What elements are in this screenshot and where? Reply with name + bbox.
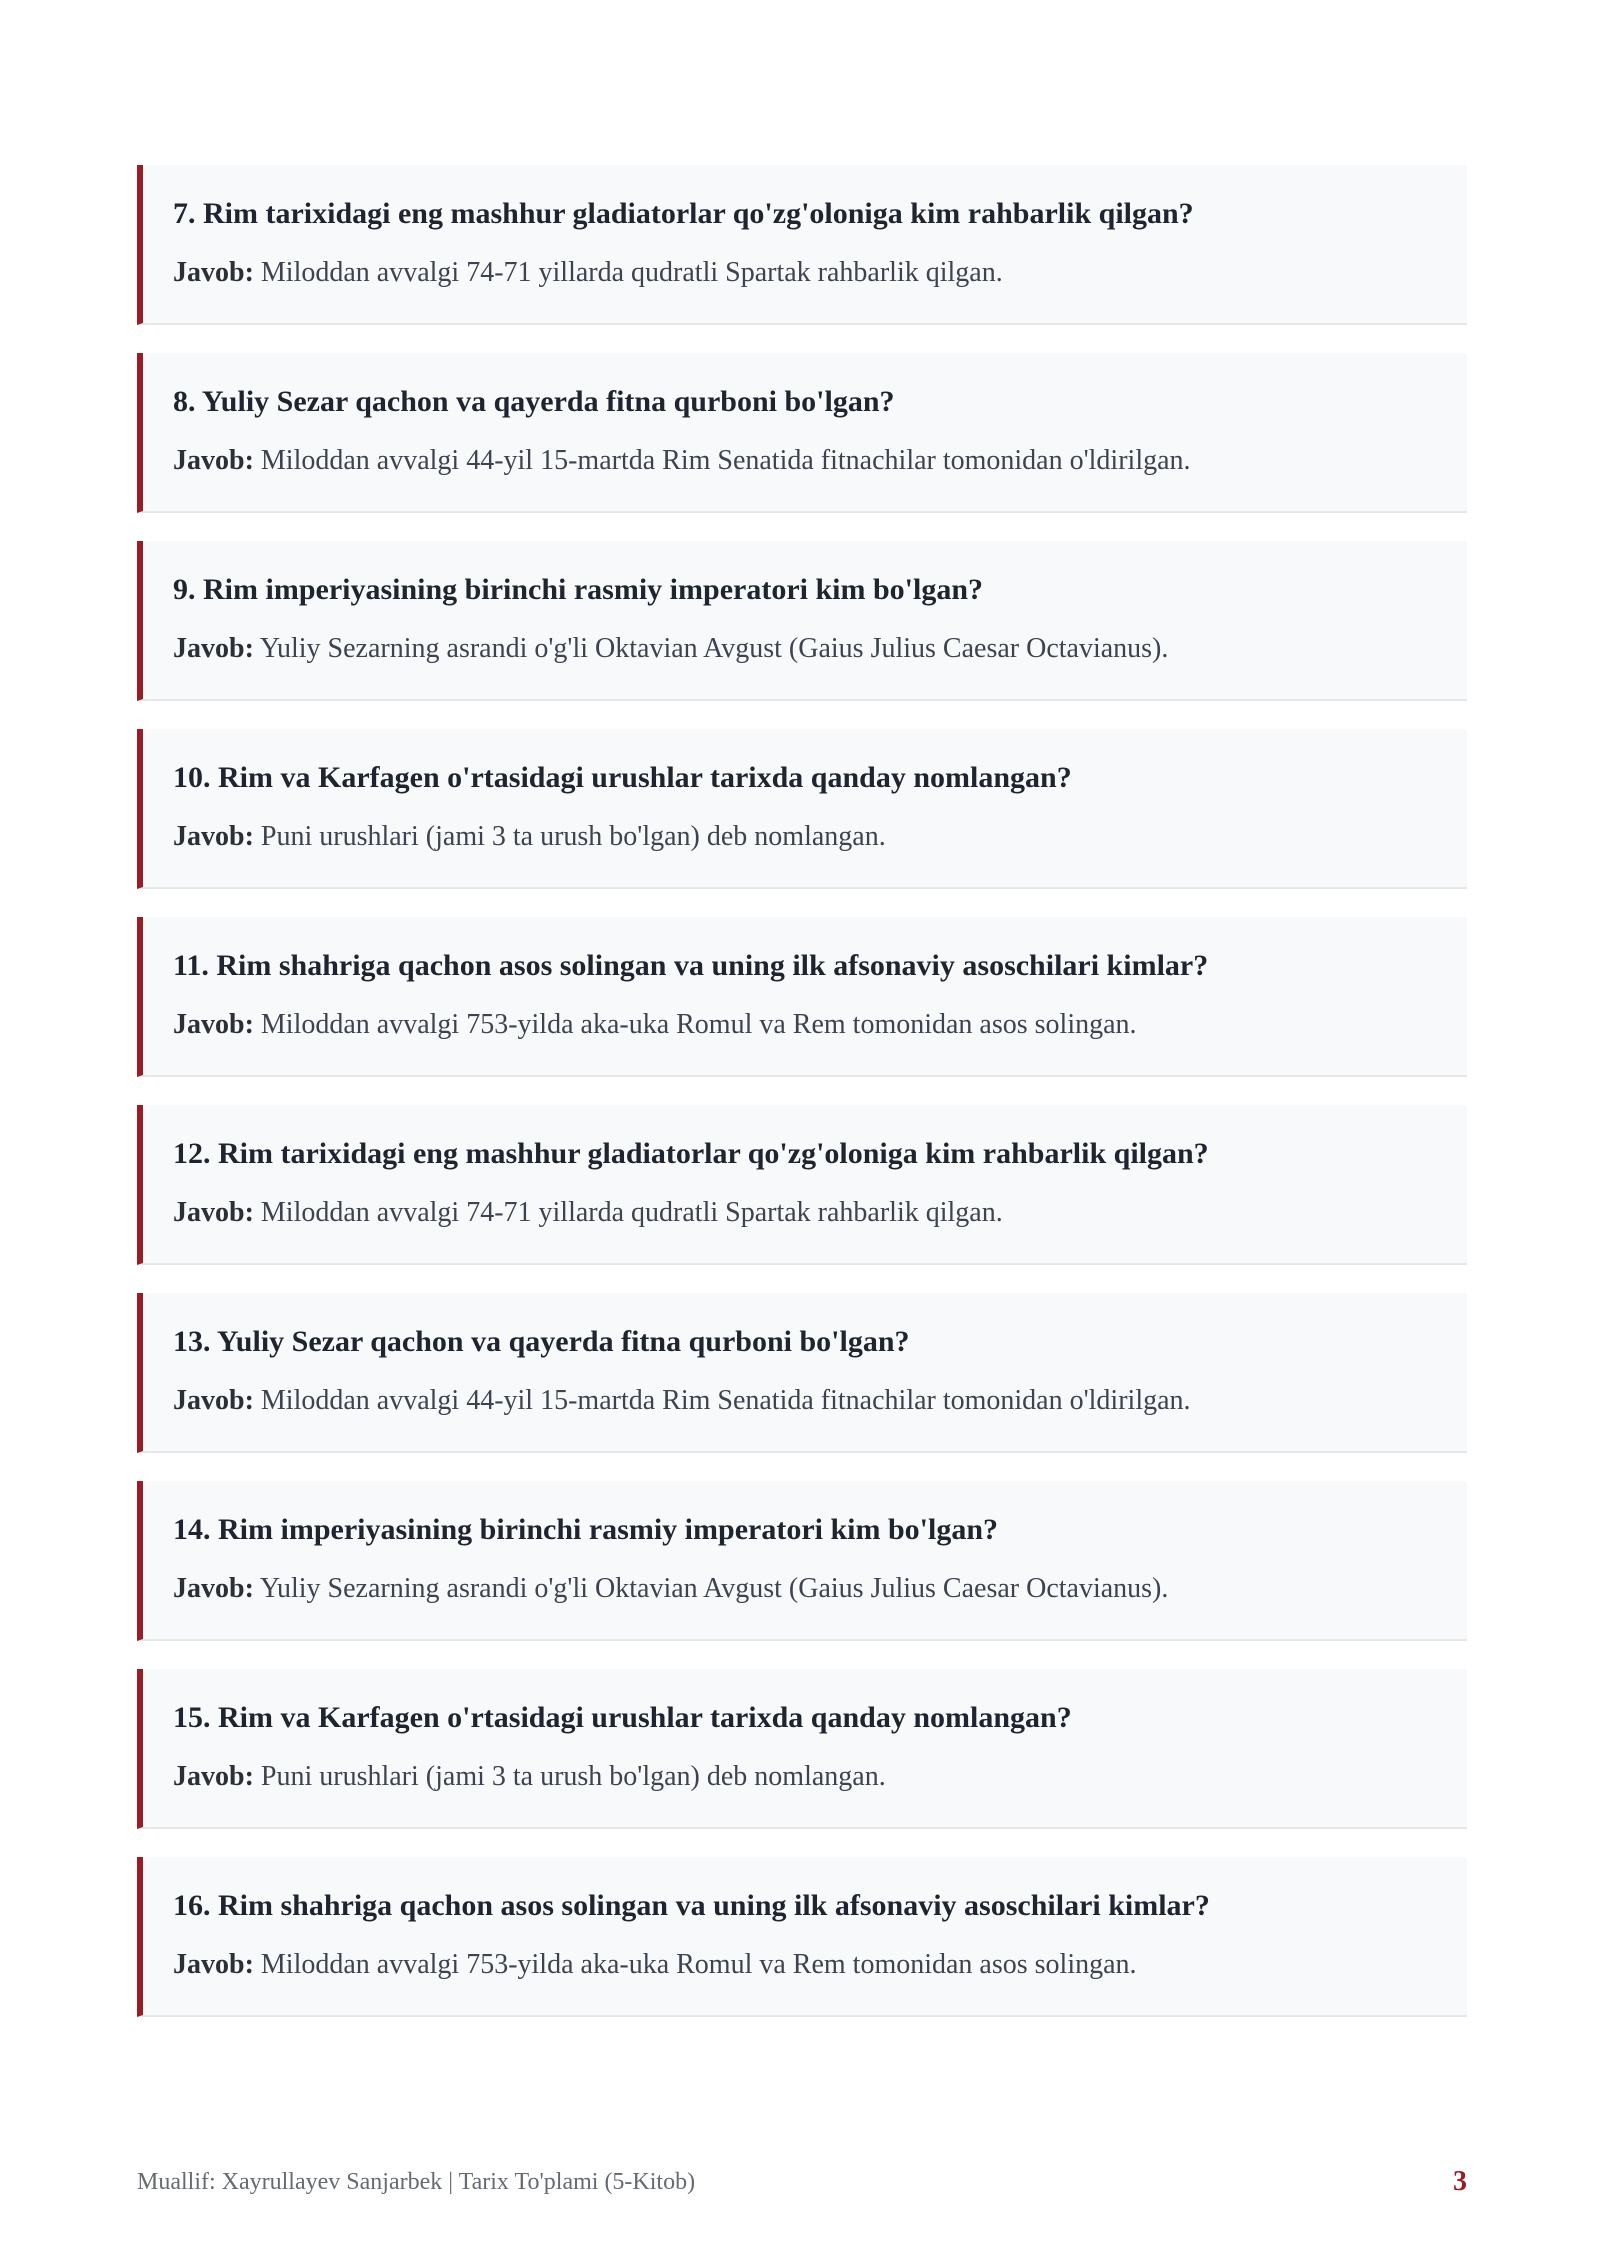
answer-line xyxy=(173,819,1437,855)
qa-card xyxy=(137,165,1467,325)
qa-card xyxy=(137,729,1467,889)
answer-text: Miloddan avvalgi 44-yil 15-martda Rim Senatida fitnachilar tomonidan o'ldirilgan. xyxy=(260,1385,1191,1416)
answer-line xyxy=(173,1195,1437,1231)
question-text: 11. Rim shahriga qachon asos solingan va uning ilk afsonaviy asoschilari kimlar? xyxy=(173,949,1209,982)
question-text: 8. Yuliy Sezar qachon va qayerda fitna qurboni bo'lgan? xyxy=(173,385,895,418)
answer-text: Puni urushlari (jami 3 ta urush bo'lgan) deb nomlangan. xyxy=(260,821,886,852)
answer-text: Miloddan avvalgi 74-71 yillarda qudratli Spartak rahbarlik qilgan. xyxy=(260,257,1003,288)
answer-text: Yuliy Sezarning asrandi o'g'li Oktavian Avgust (Gaius Julius Caesar Octavianus). xyxy=(259,1573,1169,1604)
answer-text: Miloddan avvalgi 753-yilda aka-uka Romul va Rem tomonidan asos solingan. xyxy=(260,1009,1137,1040)
answer-line xyxy=(173,1007,1437,1043)
answer-label: Javob: xyxy=(173,821,254,852)
answer-label: Javob: xyxy=(173,445,254,476)
answer-text: Yuliy Sezarning asrandi o'g'li Oktavian Avgust (Gaius Julius Caesar Octavianus). xyxy=(259,633,1169,664)
qa-card xyxy=(137,1481,1467,1641)
answer-label: Javob: xyxy=(173,1385,254,1416)
qa-card xyxy=(137,1293,1467,1453)
answer-label: Javob: xyxy=(173,257,254,288)
answer-text: Miloddan avvalgi 753-yilda aka-uka Romul va Rem tomonidan asos solingan. xyxy=(260,1949,1137,1980)
qa-card xyxy=(137,1105,1467,1265)
answer-line xyxy=(173,255,1437,291)
qa-list xyxy=(137,165,1467,2045)
question-text: 16. Rim shahriga qachon asos solingan va uning ilk afsonaviy asoschilari kimlar? xyxy=(173,1889,1210,1922)
qa-card xyxy=(137,1857,1467,2017)
question-text: 13. Yuliy Sezar qachon va qayerda fitna qurboni bo'lgan? xyxy=(173,1325,910,1358)
answer-label: Javob: xyxy=(173,1009,254,1040)
answer-text: Miloddan avvalgi 74-71 yillarda qudratli Spartak rahbarlik qilgan. xyxy=(260,1197,1003,1228)
qa-card xyxy=(137,917,1467,1077)
answer-label: Javob: xyxy=(173,633,254,664)
page-number: 3 xyxy=(1453,2166,1467,2197)
answer-label: Javob: xyxy=(173,1197,254,1228)
answer-label: Javob: xyxy=(173,1949,254,1980)
answer-text: Miloddan avvalgi 44-yil 15-martda Rim Senatida fitnachilar tomonidan o'ldirilgan. xyxy=(260,445,1191,476)
answer-line xyxy=(173,1383,1437,1419)
page-footer xyxy=(137,2162,1467,2202)
question-text: 12. Rim tarixidagi eng mashhur gladiatorlar qo'zg'oloniga kim rahbarlik qilgan? xyxy=(173,1137,1209,1170)
question-text: 14. Rim imperiyasining birinchi rasmiy imperatori kim bo'lgan? xyxy=(173,1513,999,1546)
answer-line xyxy=(173,1759,1437,1795)
answer-line xyxy=(173,1571,1437,1607)
question-text: 7. Rim tarixidagi eng mashhur gladiatorlar qo'zg'oloniga kim rahbarlik qilgan? xyxy=(173,197,1194,230)
answer-line xyxy=(173,631,1437,667)
answer-line xyxy=(173,443,1437,479)
answer-label: Javob: xyxy=(173,1573,254,1604)
question-text: 10. Rim va Karfagen o'rtasidagi urushlar tarixda qanday nomlangan? xyxy=(173,761,1072,794)
question-text: 9. Rim imperiyasining birinchi rasmiy imperatori kim bo'lgan? xyxy=(173,573,984,606)
qa-card xyxy=(137,353,1467,513)
answer-line xyxy=(173,1947,1437,1983)
qa-card xyxy=(137,541,1467,701)
question-text: 15. Rim va Karfagen o'rtasidagi urushlar tarixda qanday nomlangan? xyxy=(173,1701,1072,1734)
footer-author-text: Muallif: Xayrullayev Sanjarbek | Tarix To'plami (5-Kitob) xyxy=(137,2168,696,2195)
answer-label: Javob: xyxy=(173,1761,254,1792)
qa-card xyxy=(137,1669,1467,1829)
answer-text: Puni urushlari (jami 3 ta urush bo'lgan) deb nomlangan. xyxy=(260,1761,886,1792)
